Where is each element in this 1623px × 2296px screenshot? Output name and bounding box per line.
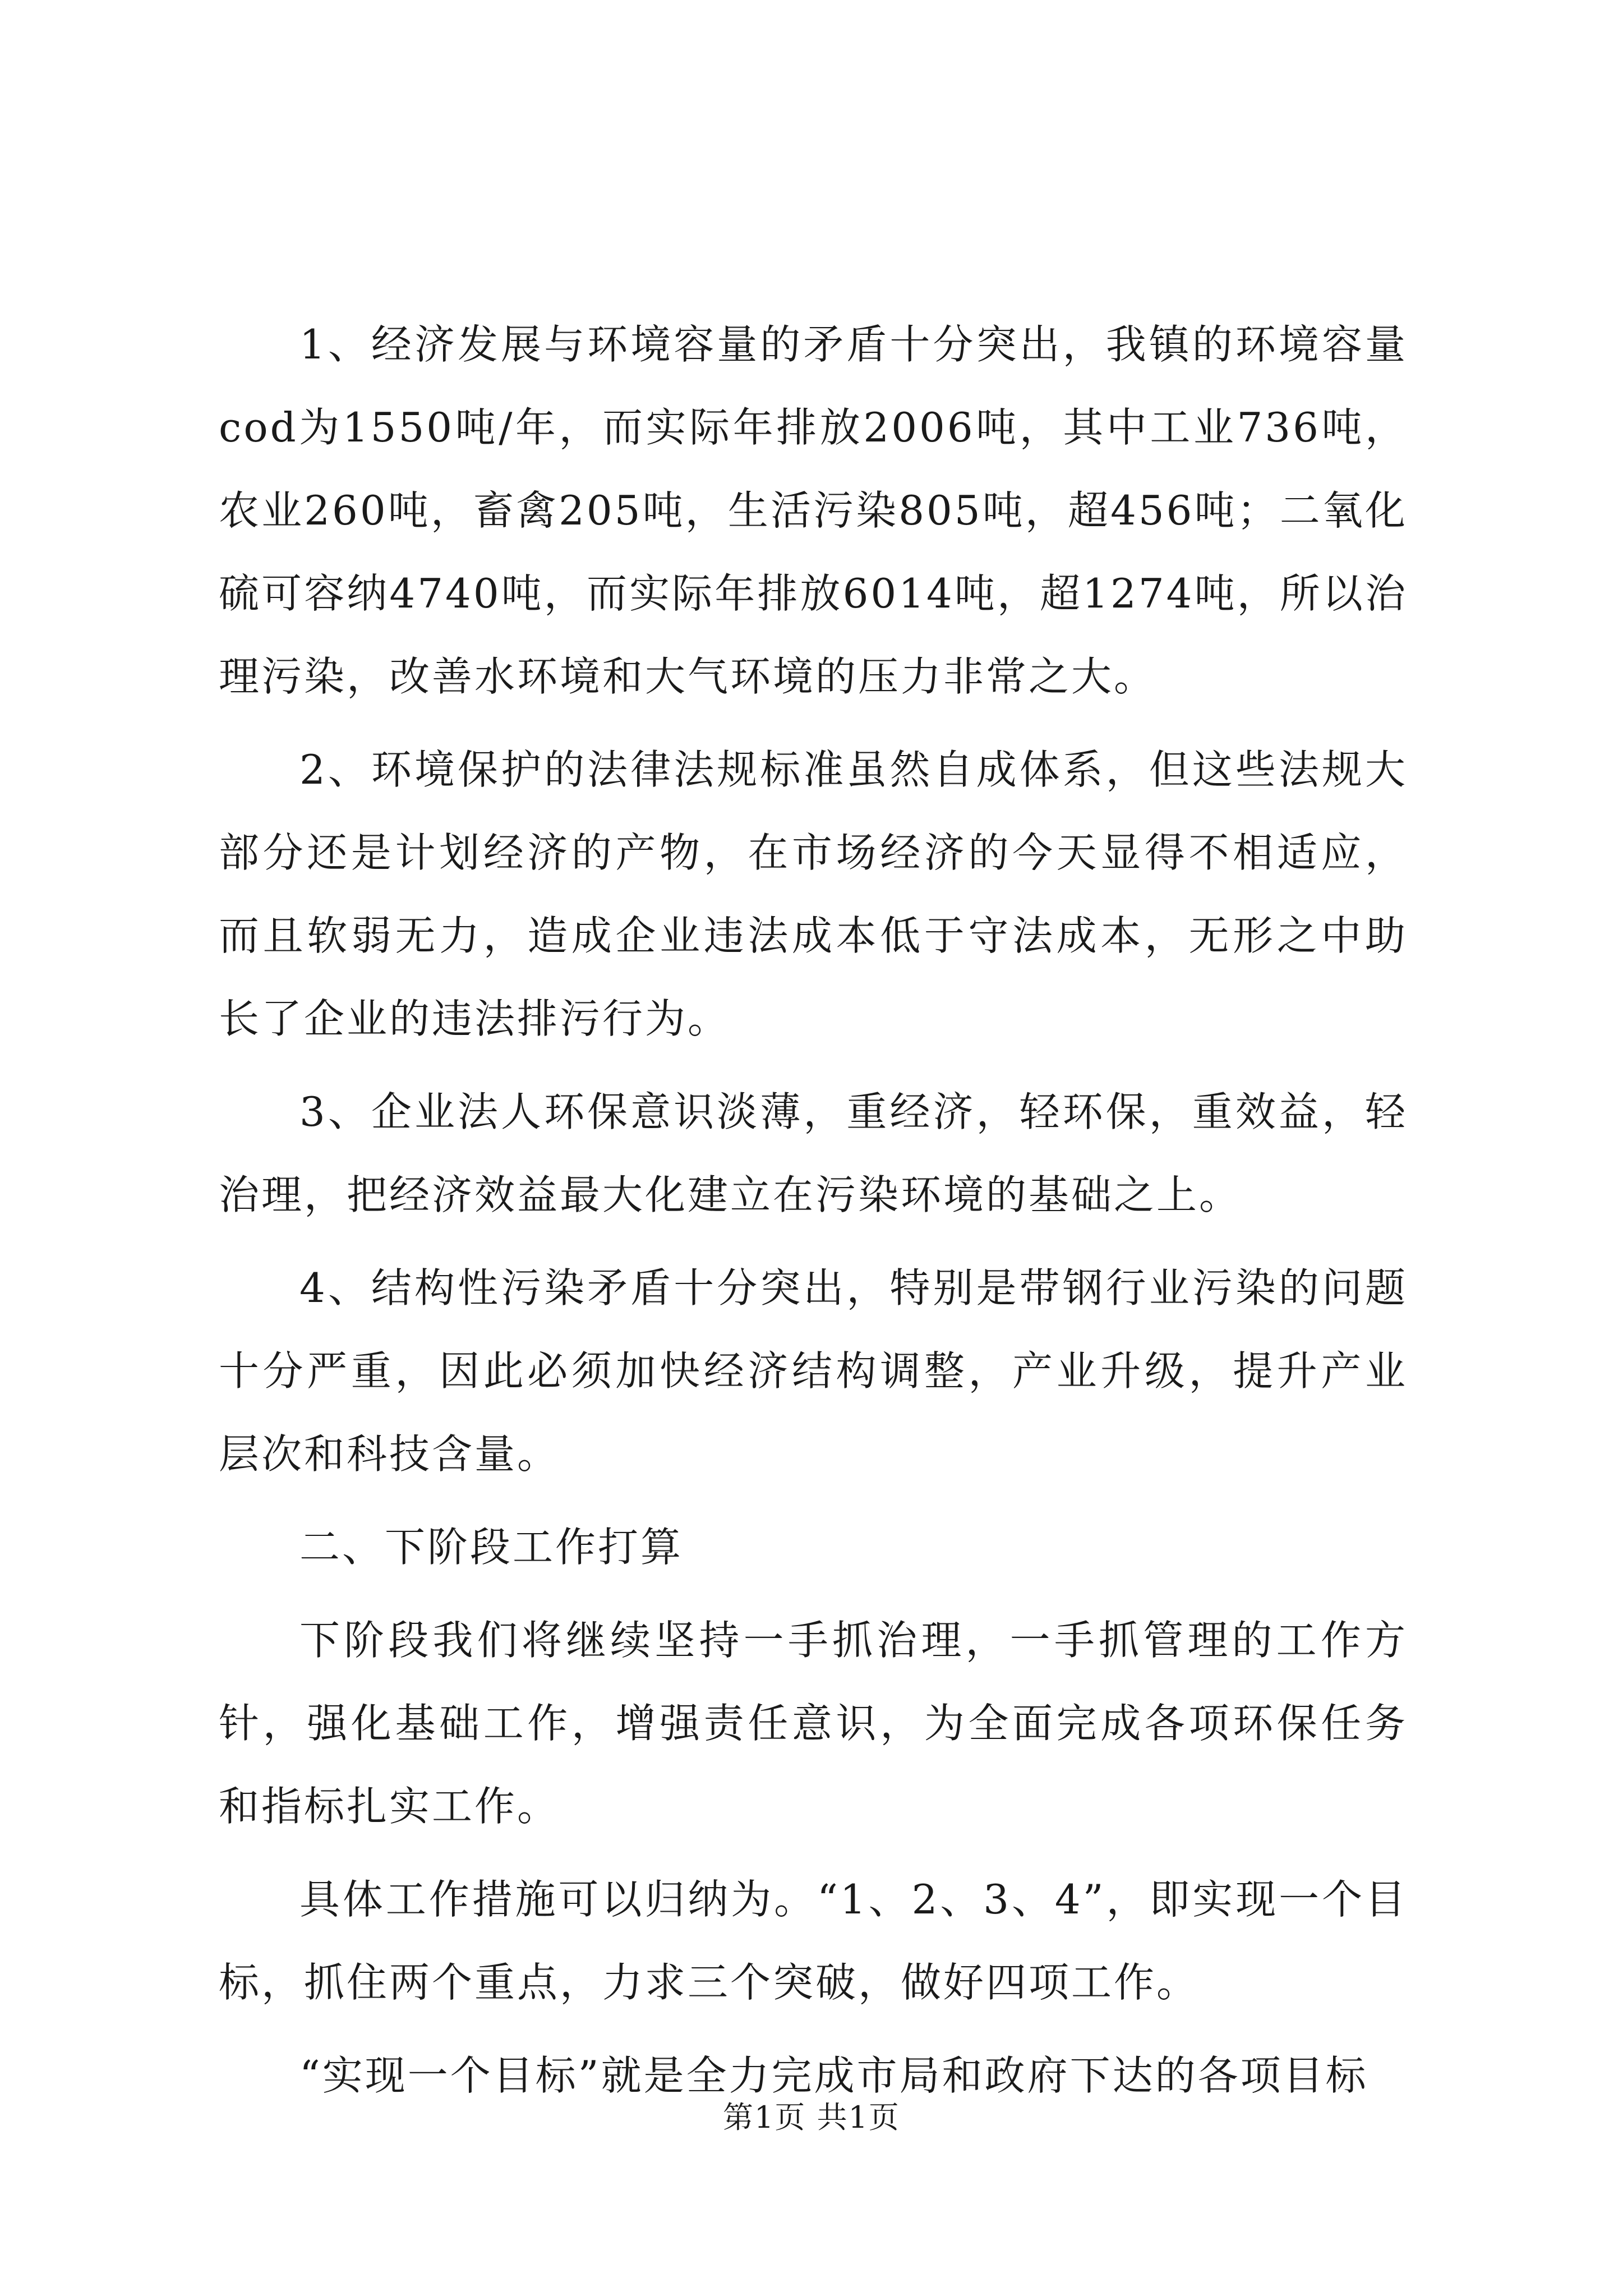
document-body [219,303,1408,2127]
paragraph-6: 具体工作措施可以归纳为。“1、2、3、4”，即实现一个目标，抓住两个重点，力求三个突破，做好四项工作。 [219,1876,1408,2006]
paragraph-4: 4、结构性污染矛盾十分突出，特别是带钢行业污染的问题十分严重，因此必须加快经济结构调整，产业升级，提升产业层次和科技含量。 [219,1264,1408,1478]
paragraph-5: 下阶段我们将继续坚持一手抓治理，一手抓管理的工作方针，强化基础工作，增强责任意识，为全面完成各项环保任务和指标扎实工作。 [219,1617,1408,1830]
paragraph-2: 2、环境保护的法律法规标准虽然自成体系，但这些法规大部分还是计划经济的产物，在市场经济的今天显得不相适应，而且软弱无力，造成企业违法成本低于守法成本，无形之中助长了企业的违法排污行为。 [219,746,1408,1042]
page-footer: 第1页 共1页 [723,2100,900,2135]
paragraph-1: 1、经济发展与环境容量的矛盾十分突出，我镇的环境容量cod为1550吨/年，而实际年排放2006吨，其中工业736吨，农业260吨，畜禽205吨，生活污染805吨，超456吨；二氧化硫可容纳4740吨，而实际年排放6014吨，超1274吨，所以治理污染，改善水环境和大气环境的压力非常之大。 [219,321,1408,700]
section-heading: 二、下阶段工作打算 [299,1524,684,1571]
paragraph-3: 3、企业法人环保意识淡薄，重经济，轻环保，重效益，轻治理，把经济效益最大化建立在污染环境的基础之上。 [219,1088,1408,1218]
paragraph-7: “实现一个目标”就是全力完成市局和政府下达的各项目标 [299,2052,1368,2099]
